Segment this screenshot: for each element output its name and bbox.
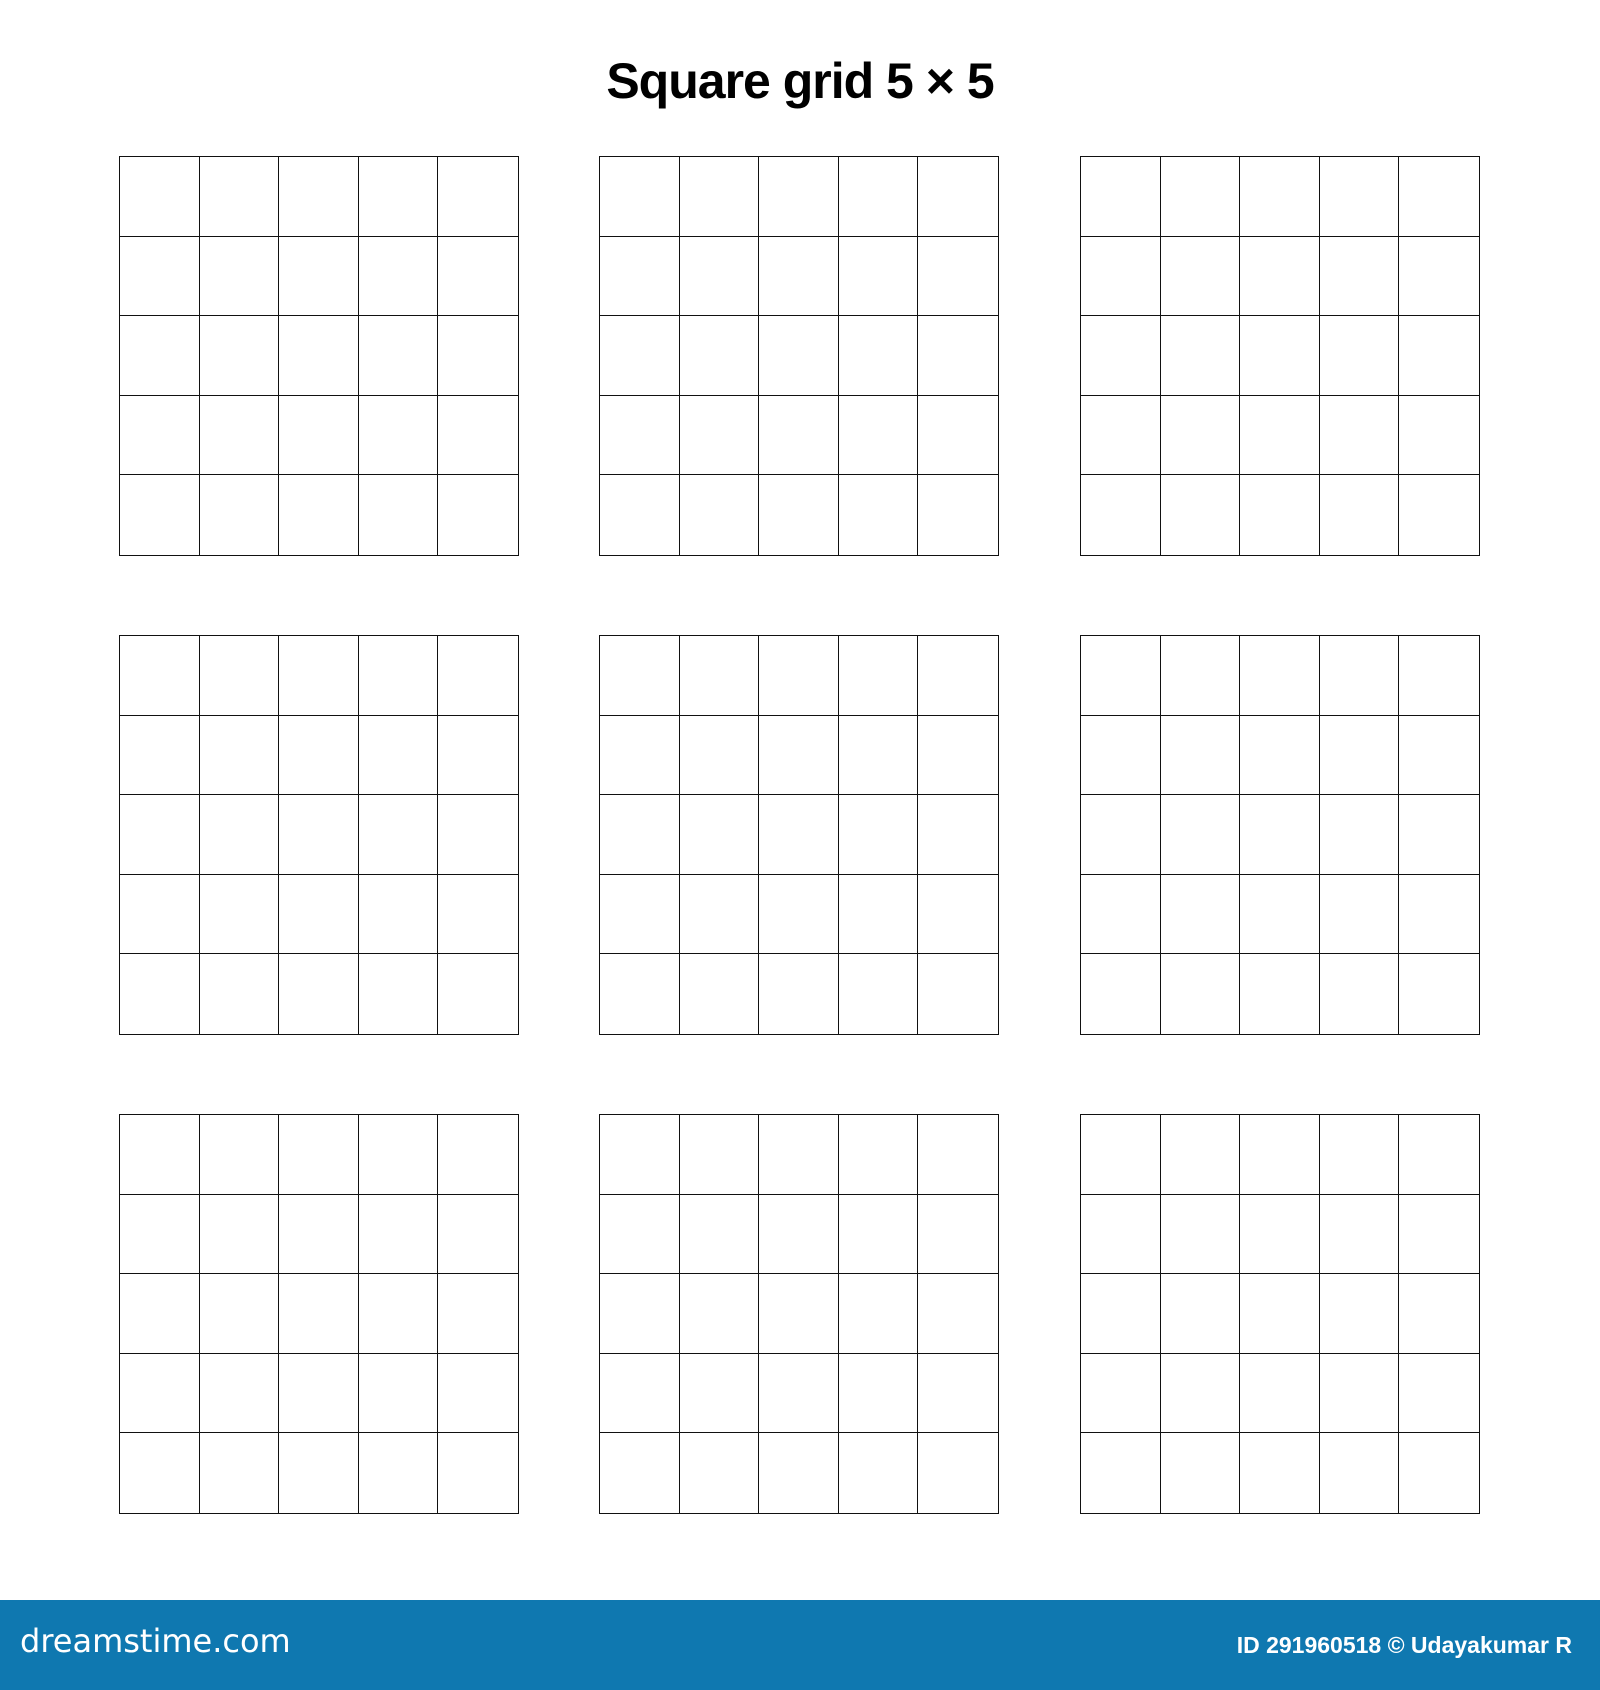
grid-cell xyxy=(1240,795,1320,875)
grid-cell xyxy=(279,875,359,955)
grid-cell xyxy=(839,716,919,796)
grid-cell xyxy=(279,795,359,875)
grid-cell xyxy=(839,157,919,237)
grid-cell xyxy=(918,636,998,716)
grid-cell xyxy=(1240,1195,1320,1275)
grid-cell xyxy=(1320,636,1400,716)
grid-cell xyxy=(359,1433,439,1513)
grid-cell xyxy=(918,396,998,476)
square-grid xyxy=(599,1114,999,1514)
grid-cell xyxy=(279,475,359,555)
grid-cell xyxy=(438,875,518,955)
grid-cell xyxy=(1081,396,1161,476)
grid-cell xyxy=(1081,1354,1161,1434)
grid-cell xyxy=(1240,716,1320,796)
grid-cell xyxy=(600,1354,680,1434)
dreamstime-logo: dreamstime.com xyxy=(20,1622,291,1660)
grid-cell xyxy=(839,1274,919,1354)
grid-cell xyxy=(359,237,439,317)
grid-cell xyxy=(680,1195,760,1275)
grid-cell xyxy=(1399,316,1479,396)
grid-cell xyxy=(279,636,359,716)
grid-cell xyxy=(600,954,680,1034)
square-grid xyxy=(1080,635,1480,1035)
grid-cell xyxy=(839,954,919,1034)
grid-cell xyxy=(1320,475,1400,555)
grid-cell xyxy=(1320,157,1400,237)
grid-cell xyxy=(1320,1433,1400,1513)
grid-cell xyxy=(1399,1433,1479,1513)
grid-cell xyxy=(1161,157,1241,237)
grid-cell xyxy=(200,875,280,955)
grid-cell xyxy=(438,316,518,396)
grid-cell xyxy=(918,716,998,796)
grid-cell xyxy=(1081,157,1161,237)
grid-cell xyxy=(1240,237,1320,317)
grid-cell xyxy=(918,316,998,396)
grid-cell xyxy=(1081,1274,1161,1354)
grid-cell xyxy=(680,875,760,955)
grid-cell xyxy=(1240,157,1320,237)
grid-cell xyxy=(1081,954,1161,1034)
grid-cell xyxy=(1161,875,1241,955)
grid-cell xyxy=(1399,1274,1479,1354)
grid-cell xyxy=(200,475,280,555)
grid-cell xyxy=(600,1433,680,1513)
grid-cell xyxy=(680,237,760,317)
grid-cell xyxy=(359,954,439,1034)
grid-cell xyxy=(120,636,200,716)
grid-cell xyxy=(279,954,359,1034)
grid-cell xyxy=(918,795,998,875)
grid-cell xyxy=(120,795,200,875)
grid-cell xyxy=(1081,475,1161,555)
grid-cell xyxy=(600,716,680,796)
grid-cell xyxy=(438,396,518,476)
grid-cell xyxy=(759,1195,839,1275)
grid-cell xyxy=(438,1433,518,1513)
grid-cell xyxy=(600,795,680,875)
square-grid xyxy=(119,1114,519,1514)
square-grid xyxy=(1080,1114,1480,1514)
grid-cell xyxy=(438,157,518,237)
grid-cell xyxy=(918,475,998,555)
grid-cell xyxy=(200,1195,280,1275)
grid-cell xyxy=(279,316,359,396)
grid-cell xyxy=(1240,396,1320,476)
grid-cell xyxy=(839,316,919,396)
grid-cell xyxy=(359,1195,439,1275)
grid-cell xyxy=(120,1195,200,1275)
grid-cell xyxy=(1161,636,1241,716)
grid-cell xyxy=(839,1433,919,1513)
grid-cell xyxy=(120,1274,200,1354)
grid-cell xyxy=(1161,1354,1241,1434)
grid-cell xyxy=(120,1354,200,1434)
grid-cell xyxy=(359,716,439,796)
grid-cell xyxy=(438,795,518,875)
grid-cell xyxy=(200,716,280,796)
grid-cell xyxy=(1161,1195,1241,1275)
grid-cell xyxy=(1320,396,1400,476)
grid-cell xyxy=(200,795,280,875)
page-title: Square grid 5 × 5 xyxy=(606,53,994,109)
grid-cell xyxy=(839,636,919,716)
grid-cell xyxy=(1399,636,1479,716)
grid-cell xyxy=(1320,316,1400,396)
grid-cell xyxy=(1161,316,1241,396)
grid-cell xyxy=(1161,795,1241,875)
grid-cell xyxy=(918,237,998,317)
grid-cell xyxy=(1320,716,1400,796)
grid-cell xyxy=(1240,1115,1320,1195)
grid-cell xyxy=(200,316,280,396)
grid-cell xyxy=(120,475,200,555)
image-credit: ID 291960518 © Udayakumar R xyxy=(1236,1632,1572,1658)
grid-cell xyxy=(1399,237,1479,317)
grid-cell xyxy=(359,875,439,955)
grid-cell xyxy=(359,795,439,875)
grid-cell xyxy=(680,475,760,555)
grid-cell xyxy=(279,1354,359,1434)
grid-cell xyxy=(1240,1274,1320,1354)
grid-cell xyxy=(120,316,200,396)
grid-cell xyxy=(680,316,760,396)
grid-cell xyxy=(438,1274,518,1354)
grid-cell xyxy=(918,875,998,955)
grid-cell xyxy=(759,1115,839,1195)
footer-bar xyxy=(0,1600,1600,1690)
grid-cell xyxy=(120,237,200,317)
grid-cell xyxy=(1399,716,1479,796)
grid-cell xyxy=(1240,1433,1320,1513)
grid-cell xyxy=(1320,795,1400,875)
grid-cell xyxy=(680,1115,760,1195)
grid-cell xyxy=(600,396,680,476)
grid-cell xyxy=(1161,475,1241,555)
grid-cell xyxy=(200,1433,280,1513)
grid-cell xyxy=(359,316,439,396)
grid-cell xyxy=(839,475,919,555)
grid-cell xyxy=(1399,795,1479,875)
grid-cell xyxy=(200,396,280,476)
grid-cell xyxy=(359,1274,439,1354)
grid-cell xyxy=(359,636,439,716)
grid-cell xyxy=(279,396,359,476)
grid-cell xyxy=(1081,716,1161,796)
grid-cell xyxy=(359,475,439,555)
grid-cell xyxy=(279,1274,359,1354)
grid-cell xyxy=(200,157,280,237)
grid-cell xyxy=(1320,954,1400,1034)
grid-cell xyxy=(120,875,200,955)
grid-cell xyxy=(759,316,839,396)
grid-cell xyxy=(759,396,839,476)
grid-cell xyxy=(600,237,680,317)
grid-cell xyxy=(1399,1115,1479,1195)
grid-cell xyxy=(1399,875,1479,955)
grid-cell xyxy=(120,954,200,1034)
grid-cell xyxy=(918,954,998,1034)
grid-cell xyxy=(120,1433,200,1513)
grid-cell xyxy=(438,1354,518,1434)
grid-cell xyxy=(680,954,760,1034)
grid-cell xyxy=(759,1354,839,1434)
grid-cell xyxy=(438,1115,518,1195)
grid-cell xyxy=(1240,636,1320,716)
grid-cell xyxy=(600,1195,680,1275)
grid-cell xyxy=(1081,237,1161,317)
grid-cell xyxy=(839,396,919,476)
grid-cell xyxy=(1161,1274,1241,1354)
grid-cell xyxy=(759,795,839,875)
grid-cell xyxy=(600,1115,680,1195)
grid-cell xyxy=(1161,716,1241,796)
grid-cell xyxy=(1320,237,1400,317)
grid-cell xyxy=(1161,396,1241,476)
grid-cell xyxy=(120,716,200,796)
grid-cell xyxy=(438,954,518,1034)
grid-cell xyxy=(839,1115,919,1195)
grid-cell xyxy=(1161,1115,1241,1195)
grid-cell xyxy=(1320,1354,1400,1434)
square-grid xyxy=(599,156,999,556)
grid-cell xyxy=(1399,475,1479,555)
grid-cell xyxy=(759,716,839,796)
grid-cell xyxy=(600,636,680,716)
grid-cell xyxy=(839,1195,919,1275)
grid-cell xyxy=(1240,954,1320,1034)
grid-cell xyxy=(279,1433,359,1513)
grid-cell xyxy=(438,636,518,716)
grid-cell xyxy=(759,475,839,555)
grid-cell xyxy=(1399,954,1479,1034)
grid-cell xyxy=(438,716,518,796)
grid-cell xyxy=(759,1433,839,1513)
grid-cell xyxy=(1161,237,1241,317)
grid-cell xyxy=(200,636,280,716)
grid-cell xyxy=(1240,316,1320,396)
grid-cell xyxy=(359,396,439,476)
grid-cell xyxy=(759,954,839,1034)
square-grid xyxy=(119,635,519,1035)
grid-cell xyxy=(279,716,359,796)
grid-cell xyxy=(279,1115,359,1195)
grid-cell xyxy=(600,875,680,955)
grid-cell xyxy=(600,475,680,555)
grid-cell xyxy=(279,157,359,237)
grid-cell xyxy=(200,1274,280,1354)
grid-cell xyxy=(600,1274,680,1354)
grid-cell xyxy=(839,795,919,875)
grid-cell xyxy=(680,1354,760,1434)
grid-cell xyxy=(1240,475,1320,555)
grid-cell xyxy=(120,1115,200,1195)
grid-cell xyxy=(680,1433,760,1513)
grid-cell xyxy=(918,1274,998,1354)
grid-cell xyxy=(438,1195,518,1275)
grid-cell xyxy=(918,1115,998,1195)
grid-cell xyxy=(200,954,280,1034)
grid-cell xyxy=(918,157,998,237)
grid-cell xyxy=(759,875,839,955)
grid-cell xyxy=(759,157,839,237)
grid-cell xyxy=(1240,875,1320,955)
grid-cell xyxy=(200,237,280,317)
grid-cell xyxy=(1081,316,1161,396)
grid-cell xyxy=(359,157,439,237)
grid-cell xyxy=(1161,1433,1241,1513)
grid-cell xyxy=(918,1433,998,1513)
grid-cell xyxy=(1081,1433,1161,1513)
grid-cell xyxy=(359,1115,439,1195)
grid-cell xyxy=(120,157,200,237)
grid-cell xyxy=(1320,1115,1400,1195)
grid-cell xyxy=(1081,795,1161,875)
square-grid xyxy=(599,635,999,1035)
grid-cell xyxy=(680,1274,760,1354)
grid-cell xyxy=(839,1354,919,1434)
grid-cell xyxy=(1320,1195,1400,1275)
grid-cell xyxy=(680,716,760,796)
square-grid xyxy=(1080,156,1480,556)
grid-cell xyxy=(680,157,760,237)
grid-cell xyxy=(1399,396,1479,476)
grid-cell xyxy=(1399,157,1479,237)
grid-cell xyxy=(200,1115,280,1195)
grid-cell xyxy=(839,237,919,317)
grid-cell xyxy=(1081,875,1161,955)
grid-cell xyxy=(759,1274,839,1354)
grid-cell xyxy=(680,636,760,716)
grid-cell xyxy=(1081,1195,1161,1275)
grid-cell xyxy=(680,795,760,875)
grid-cell xyxy=(279,1195,359,1275)
square-grid xyxy=(119,156,519,556)
grid-cell xyxy=(1081,636,1161,716)
grid-cell xyxy=(918,1195,998,1275)
grid-cell xyxy=(600,157,680,237)
grid-cell xyxy=(279,237,359,317)
grid-cell xyxy=(1320,875,1400,955)
grid-cell xyxy=(1081,1115,1161,1195)
grid-cell xyxy=(120,396,200,476)
grid-cell xyxy=(438,237,518,317)
grid-cell xyxy=(1399,1354,1479,1434)
grid-cell xyxy=(918,1354,998,1434)
grid-cell xyxy=(1320,1274,1400,1354)
grid-cell xyxy=(759,237,839,317)
grid-cell xyxy=(600,316,680,396)
grid-cell xyxy=(200,1354,280,1434)
grid-cell xyxy=(759,636,839,716)
grid-cell xyxy=(359,1354,439,1434)
grid-cell xyxy=(1240,1354,1320,1434)
grid-cell xyxy=(1161,954,1241,1034)
grid-cell xyxy=(1399,1195,1479,1275)
grid-cell xyxy=(839,875,919,955)
grid-cell xyxy=(438,475,518,555)
grid-cell xyxy=(680,396,760,476)
